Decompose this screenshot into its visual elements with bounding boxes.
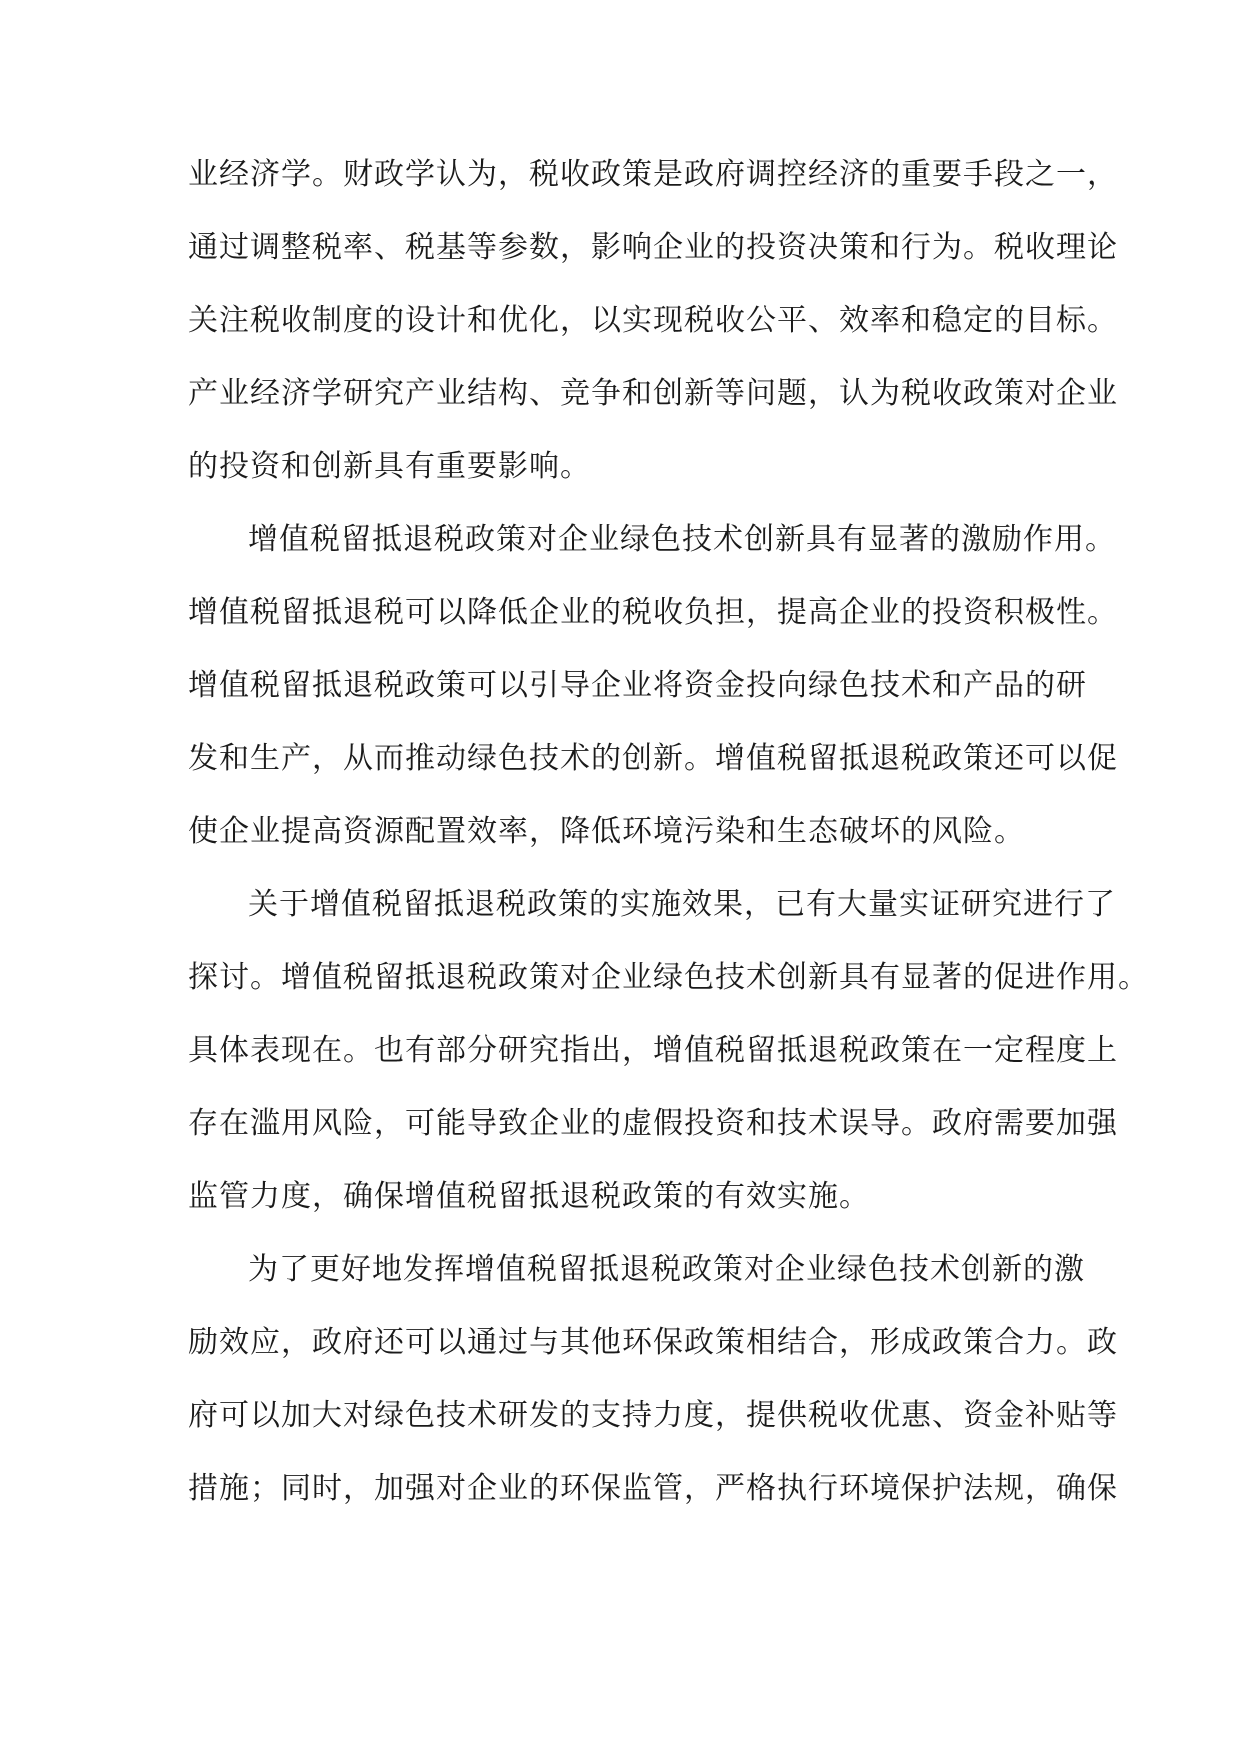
text-line: 使企业提高资源配置效率，降低环境污染和生态破坏的风险。 (188, 814, 1025, 849)
text-line: 的投资和创新具有重要影响。 (188, 449, 591, 484)
text-line: 增值税留抵退税政策可以引导企业将资金投向绿色技术和产品的研 (188, 668, 1087, 703)
text-line: 具体表现在。也有部分研究指出，增值税留抵退税政策在一定程度上 (188, 1033, 1118, 1068)
text-line: 为了更好地发挥增值税留抵退税政策对企业绿色技术创新的激 (248, 1252, 1085, 1287)
text-line: 府可以加大对绿色技术研发的支持力度，提供税收优惠、资金补贴等 (188, 1398, 1118, 1433)
text-line: 措施；同时，加强对企业的环保监管，严格执行环境保护法规，确保 (188, 1471, 1118, 1506)
text-line: 励效应，政府还可以通过与其他环保政策相结合，形成政策合力。政 (188, 1325, 1118, 1360)
paragraph-2 (188, 503, 1118, 868)
text-line: 业经济学。财政学认为，税收政策是政府调控经济的重要手段之一， (188, 157, 1118, 192)
text-line: 增值税留抵退税政策对企业绿色技术创新具有显著的激励作用。 (248, 522, 1116, 557)
text-line: 关注税收制度的设计和优化，以实现税收公平、效率和稳定的目标。 (188, 303, 1118, 338)
text-line: 增值税留抵退税可以降低企业的税收负担，提高企业的投资积极性。 (188, 595, 1118, 630)
text-line: 监管力度，确保增值税留抵退税政策的有效实施。 (188, 1179, 870, 1214)
body-text (188, 138, 1149, 1525)
text-line: 关于增值税留抵退税政策的实施效果，已有大量实证研究进行了 (248, 887, 1116, 922)
paragraph-3 (188, 868, 1149, 1233)
text-line: 探讨。增值税留抵退税政策对企业绿色技术创新具有显著的促进作用。 (188, 960, 1149, 995)
text-line: 产业经济学研究产业结构、竞争和创新等问题，认为税收政策对企业 (188, 376, 1118, 411)
text-line: 通过调整税率、税基等参数，影响企业的投资决策和行为。税收理论 (188, 230, 1118, 265)
text-line: 存在滥用风险，可能导致企业的虚假投资和技术误导。政府需要加强 (188, 1106, 1118, 1141)
text-line: 发和生产，从而推动绿色技术的创新。增值税留抵退税政策还可以促 (188, 741, 1118, 776)
paragraph-1 (188, 138, 1118, 503)
paragraph-4 (188, 1233, 1118, 1525)
